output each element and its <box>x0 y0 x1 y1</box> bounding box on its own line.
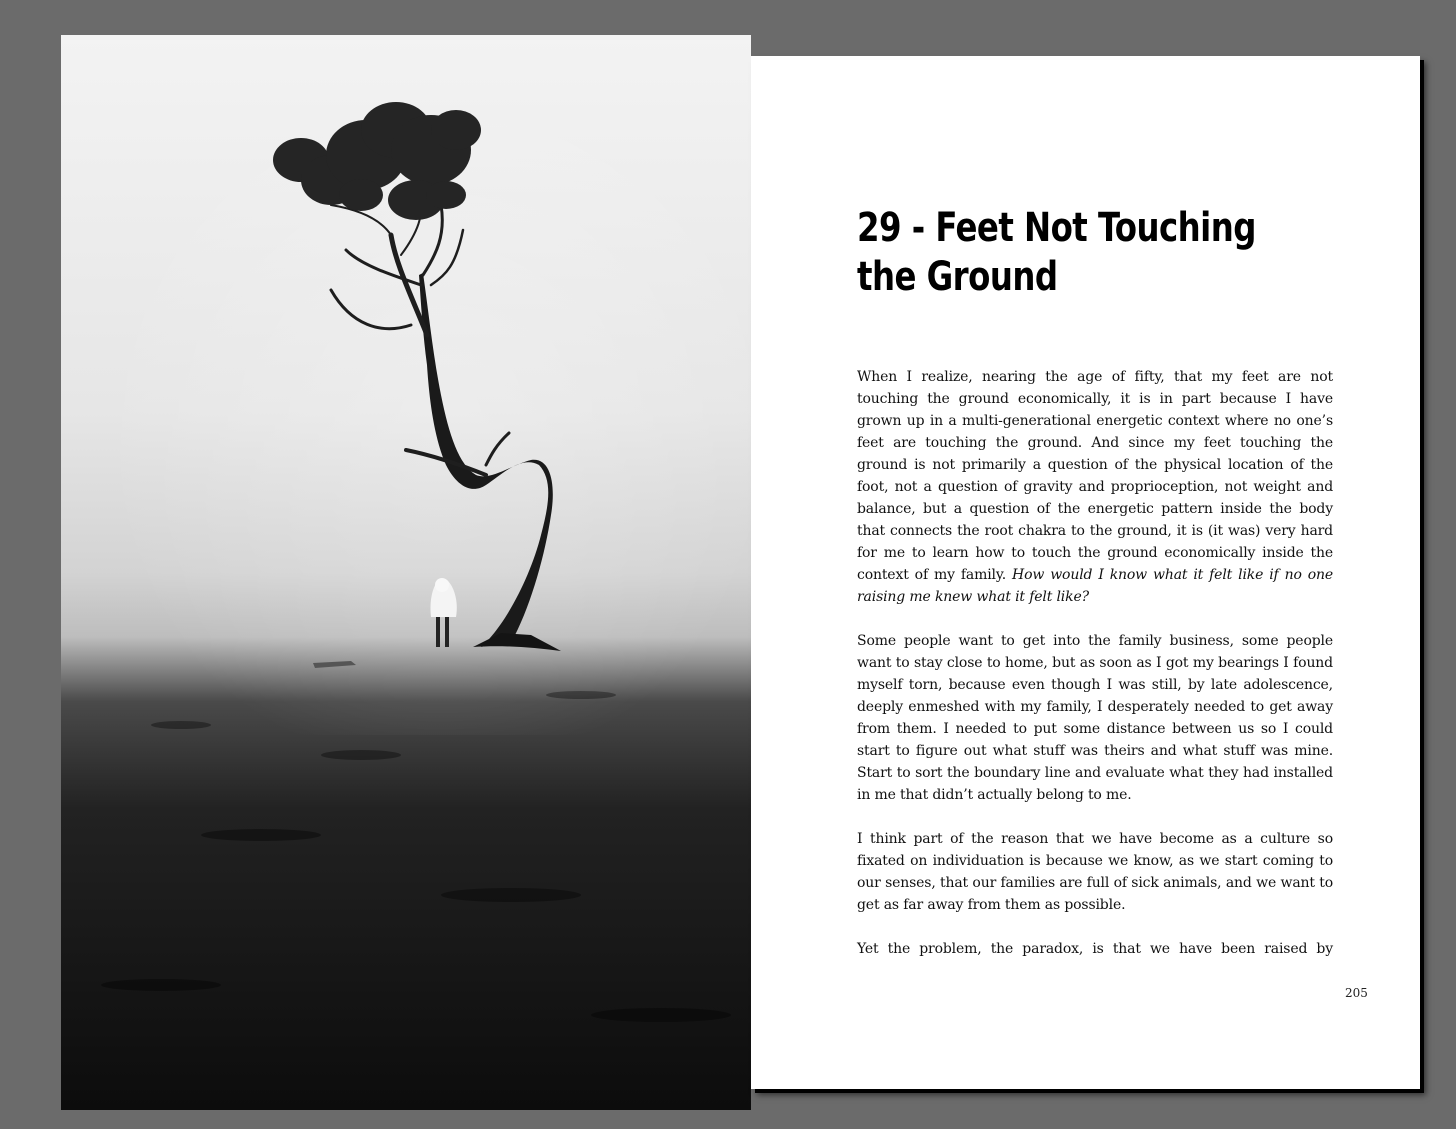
chapter-body <box>857 366 1333 982</box>
paragraph: Yet the problem, the paradox, is that we have been raised by <box>857 941 1333 957</box>
foggy-tree-photo <box>61 35 751 1110</box>
photo-page <box>61 35 751 1110</box>
book-page <box>751 56 1420 1089</box>
paragraph: Some people want to get into the family business, some people want to stay close to home, but as soon as I got my bearings I found myself torn, because even though I was still, by late adolescence, deeply enmeshed with my family, I desperately needed to get away from them. I needed to put some distance between us so I could start to figure out what stuff was theirs and what stuff was mine. Start to sort the boundary line and evaluate what they had installed in me that didn’t actually belong to me. <box>857 633 1333 803</box>
chapter-title: 29 - Feet Not Touching the Ground <box>857 205 1256 300</box>
paragraph: I think part of the reason that we have become as a culture so fixated on individuation is because we know, as we start coming to our senses, that our families are full of sick animals, and we want to get as far away from them as possible. <box>857 831 1333 913</box>
paragraph-italic-text: How would I know what it felt like if no one raising me knew what it felt like? <box>857 567 1333 605</box>
page-number: 205 <box>1345 986 1368 1000</box>
paragraph-text: When I realize, nearing the age of fifty, that my feet are not touching the ground economically, it is in part because I have grown up in a multi-generational energetic context where no one’s feet are touching the ground. And since my feet touching the ground is not primarily a question of the physical location of the foot, not a question of gravity and proprioception, not weight and balance, but a question of the energetic pattern inside the body that connects the root chakra to the ground, it is (it was) very hard for me to learn how to touch the ground economically inside the context of my family. <box>857 369 1333 583</box>
paragraph <box>857 366 1333 608</box>
